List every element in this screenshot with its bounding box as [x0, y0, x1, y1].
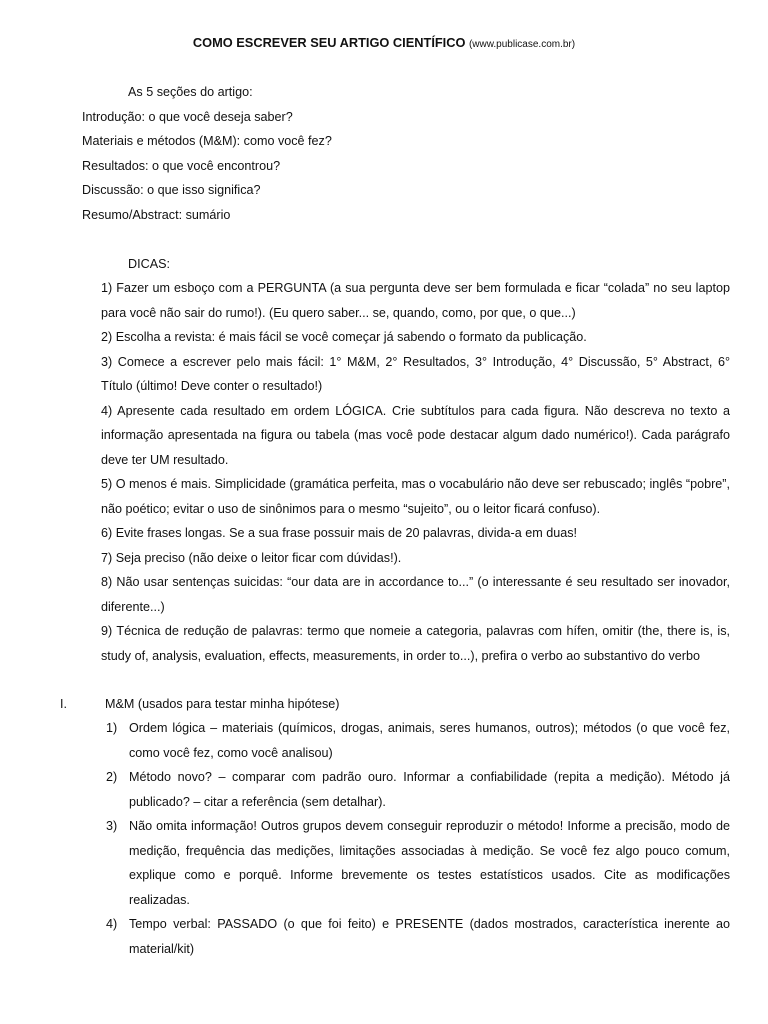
tip-item: 9) Técnica de redução de palavras: termo que nomeie a categoria, palavras com hífen, omitir (the, there is, is, study of, analysis, evaluation, effects, measurements, in order to...), prefira o verbo ao substantivo do verbo	[101, 624, 730, 663]
document-header	[0, 33, 768, 55]
section-item: Resumo/Abstract: sumário	[82, 207, 231, 222]
methods-item	[106, 814, 730, 912]
article-sections	[82, 80, 742, 227]
methods-item	[106, 716, 730, 765]
document-title: COMO ESCREVER SEU ARTIGO CIENTÍFICO	[192, 35, 466, 50]
sections-intro: As 5 seções do artigo:	[128, 85, 253, 99]
section-title: M&M (usados para testar minha hipótese)	[105, 697, 340, 711]
tips-heading: DICAS:	[128, 257, 170, 271]
section-numeral: I.	[60, 697, 67, 711]
section-item: Materiais e métodos (M&M): como você fez?	[82, 134, 332, 148]
methods-item-number: 1)	[106, 721, 118, 735]
tip-item: 2) Escolha a revista: é mais fácil se você começar já sabendo o formato da publicação.	[101, 330, 587, 344]
section-item: Resultados: o que você encontrou?	[82, 158, 281, 173]
methods-item-number: 2)	[106, 770, 118, 784]
tip-item: 3) Comece a escrever pelo mais fácil: 1° M&M, 2° Resultados, 3° Introdução, 4° Discussão, 5° Abstract, 6° Título (último! Deve conter o resultado!)	[101, 354, 730, 393]
tip-item: 1) Fazer um esboço com a PERGUNTA (a sua pergunta deve ser bem formulada e ficar “colada” no seu laptop para você não sair do rumo!). (Eu quero saber... se, quando, como, por que, o que...)	[101, 281, 730, 320]
methods-item-text: Ordem lógica – materiais (químicos, drogas, animais, seres humanos, outros); métodos (o que você fez, como você fez, como você analisou)	[129, 721, 730, 760]
methods-item-text: Método novo? – comparar com padrão ouro. Informar a confiabilidade (repita a medição). Método já publicado? – citar a referência (sem detalhar).	[129, 770, 730, 809]
tip-item: 4) Apresente cada resultado em ordem LÓGICA. Crie subtítulos para cada figura. Não descreva no texto a informação apresentada na figura ou tabela (mas você pode destacar algum dado numérico!). Cada parágrafo deve ter UM resultado.	[101, 403, 730, 467]
methods-item-number: 4)	[106, 917, 118, 931]
methods-item	[106, 765, 730, 814]
methods-item-text: Não omita informação! Outros grupos devem conseguir reproduzir o método! Informe a precisão, modo de medição, frequência das medições, limitações associadas à medição. Se você fez algo pouco comum, explique como e porquê. Informe brevemente os testes estatísticos usados. Cite as modificações realizadas.	[129, 819, 730, 907]
tip-item: 5) O menos é mais. Simplicidade (gramática perfeita, mas o vocabulário não deve ser rebuscado; inglês “pobre”, não poético; evitar o uso de sinônimos para o mesmo “sujeito”, ou o leitor ficará confuso).	[101, 477, 730, 516]
source-url: (www.publicase.com.br)	[468, 39, 576, 50]
section-item: Discussão: o que isso significa?	[82, 183, 261, 197]
methods-item-number: 3)	[106, 819, 118, 833]
tip-item: 6) Evite frases longas. Se a sua frase possuir mais de 20 palavras, divida-a em duas!	[101, 526, 578, 540]
methods-item	[106, 912, 730, 961]
methods-item-text: Tempo verbal: PASSADO (o que foi feito) e PRESENTE (dados mostrados, característica inerente ao material/kit)	[129, 917, 730, 956]
tips-list	[101, 276, 730, 668]
tip-item: 8) Não usar sentenças suicidas: “our data are in accordance to...” (o interessante é seu resultado ser inovador, diferente...)	[101, 575, 730, 614]
section-item: Introdução: o que você deseja saber?	[82, 109, 293, 124]
tip-item: 7) Seja preciso (não deixe o leitor ficar com dúvidas!).	[101, 550, 402, 565]
methods-list	[106, 716, 730, 961]
